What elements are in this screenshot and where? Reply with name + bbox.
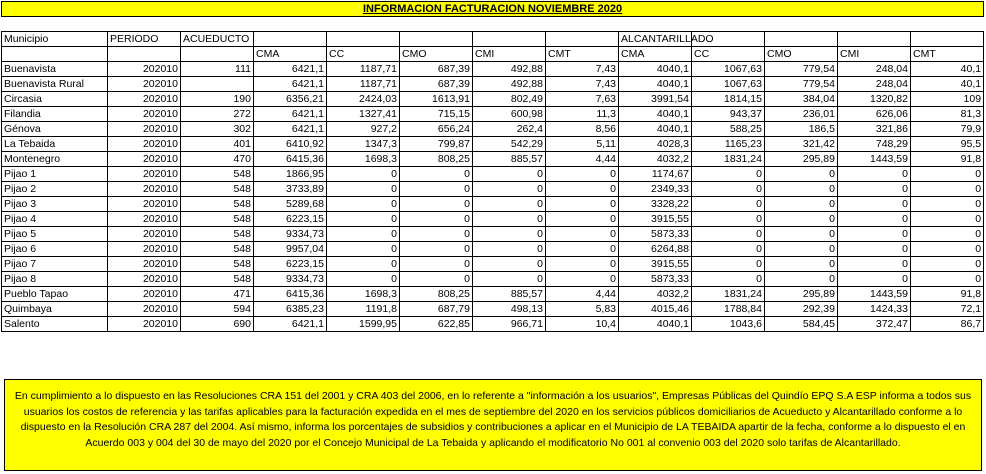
value-cell: 202010	[108, 302, 181, 317]
value-cell	[181, 77, 254, 92]
table-row	[2, 137, 984, 152]
value-cell: 1187,71	[327, 62, 400, 77]
value-cell: 1067,63	[692, 62, 765, 77]
value-cell: 6415,36	[254, 287, 327, 302]
value-cell: 687,39	[400, 77, 473, 92]
value-cell: 1187,71	[327, 77, 400, 92]
table-row	[2, 317, 984, 332]
value-cell: 548	[181, 167, 254, 182]
subheader-alcantarillado-cmi: CMI	[838, 47, 911, 62]
value-cell: 0	[765, 212, 838, 227]
value-cell: 548	[181, 212, 254, 227]
subheader-empty	[2, 47, 108, 62]
value-cell: 4,44	[546, 287, 619, 302]
value-cell: 0	[911, 212, 984, 227]
value-cell: 202010	[108, 197, 181, 212]
value-cell: 0	[765, 227, 838, 242]
subheader-alcantarillado-cma: CMA	[619, 47, 692, 62]
table-row	[2, 242, 984, 257]
value-cell: 6356,21	[254, 92, 327, 107]
value-cell: 0	[546, 242, 619, 257]
table-row	[2, 107, 984, 122]
municipio-cell: Pijao 5	[2, 227, 108, 242]
municipio-cell: Génova	[2, 122, 108, 137]
value-cell: 202010	[108, 272, 181, 287]
value-cell: 7,63	[546, 92, 619, 107]
value-cell: 111	[181, 62, 254, 77]
value-cell: 0	[911, 242, 984, 257]
value-cell: 0	[692, 182, 765, 197]
municipio-cell: Pijao 4	[2, 212, 108, 227]
value-cell: 0	[911, 257, 984, 272]
value-cell: 0	[327, 167, 400, 182]
table-row	[2, 272, 984, 287]
value-cell: 81,3	[911, 107, 984, 122]
value-cell: 0	[327, 272, 400, 287]
value-cell: 6421,1	[254, 317, 327, 332]
value-cell: 687,39	[400, 62, 473, 77]
value-cell: 779,54	[765, 62, 838, 77]
municipio-cell: Pueblo Tapao	[2, 287, 108, 302]
value-cell: 1067,63	[692, 77, 765, 92]
municipio-cell: Quimbaya	[2, 302, 108, 317]
value-cell: 0	[400, 212, 473, 227]
table-row	[2, 302, 984, 317]
value-cell: 262,4	[473, 122, 546, 137]
value-cell: 1814,15	[692, 92, 765, 107]
value-cell: 548	[181, 182, 254, 197]
value-cell: 86,7	[911, 317, 984, 332]
value-cell: 91,8	[911, 152, 984, 167]
value-cell: 492,88	[473, 77, 546, 92]
value-cell: 548	[181, 197, 254, 212]
value-cell: 8,56	[546, 122, 619, 137]
subheader-acueducto-cmt: CMT	[546, 47, 619, 62]
value-cell: 0	[911, 272, 984, 287]
value-cell: 0	[765, 197, 838, 212]
value-cell: 202010	[108, 257, 181, 272]
header-empty	[911, 32, 984, 47]
municipio-cell: Pijao 1	[2, 167, 108, 182]
table-row	[2, 62, 984, 77]
value-cell: 802,49	[473, 92, 546, 107]
value-cell: 5,83	[546, 302, 619, 317]
value-cell: 0	[473, 227, 546, 242]
value-cell: 1443,59	[838, 287, 911, 302]
subheader-acueducto-cmo: CMO	[400, 47, 473, 62]
value-cell: 292,39	[765, 302, 838, 317]
value-cell: 3328,22	[619, 197, 692, 212]
value-cell: 0	[838, 182, 911, 197]
value-cell: 799,87	[400, 137, 473, 152]
value-cell: 588,25	[692, 122, 765, 137]
municipio-cell: Montenegro	[2, 152, 108, 167]
value-cell: 0	[400, 197, 473, 212]
value-cell: 0	[692, 257, 765, 272]
value-cell: 492,88	[473, 62, 546, 77]
value-cell: 1165,23	[692, 137, 765, 152]
value-cell: 202010	[108, 122, 181, 137]
value-cell: 1866,95	[254, 167, 327, 182]
value-cell: 272	[181, 107, 254, 122]
value-cell: 4040,1	[619, 62, 692, 77]
value-cell: 4032,2	[619, 287, 692, 302]
table-row	[2, 197, 984, 212]
value-cell: 1698,3	[327, 287, 400, 302]
header-empty	[473, 32, 546, 47]
value-cell: 295,89	[765, 152, 838, 167]
value-cell: 0	[400, 227, 473, 242]
table-row	[2, 122, 984, 137]
value-cell: 927,2	[327, 122, 400, 137]
value-cell: 471	[181, 287, 254, 302]
value-cell: 0	[327, 257, 400, 272]
value-cell: 72,1	[911, 302, 984, 317]
value-cell: 6385,23	[254, 302, 327, 317]
header-empty	[327, 32, 400, 47]
subheader-acueducto-cma: CMA	[254, 47, 327, 62]
value-cell: 0	[765, 257, 838, 272]
value-cell: 1327,41	[327, 107, 400, 122]
value-cell: 3915,55	[619, 212, 692, 227]
header-empty	[765, 32, 838, 47]
value-cell: 748,29	[838, 137, 911, 152]
municipio-cell: La Tebaida	[2, 137, 108, 152]
municipio-cell: Pijao 6	[2, 242, 108, 257]
value-cell: 5289,68	[254, 197, 327, 212]
municipio-cell: Pijao 8	[2, 272, 108, 287]
value-cell: 0	[692, 272, 765, 287]
subheader-acueducto-cmi: CMI	[473, 47, 546, 62]
value-cell: 4040,1	[619, 77, 692, 92]
subheader-empty	[181, 47, 254, 62]
value-cell: 2349,33	[619, 182, 692, 197]
value-cell: 202010	[108, 317, 181, 332]
table-row	[2, 77, 984, 92]
value-cell: 4015,46	[619, 302, 692, 317]
municipio-cell: Pijao 3	[2, 197, 108, 212]
value-cell: 626,06	[838, 107, 911, 122]
value-cell: 0	[838, 272, 911, 287]
value-cell: 0	[473, 272, 546, 287]
value-cell: 0	[838, 212, 911, 227]
value-cell: 11,3	[546, 107, 619, 122]
value-cell: 4040,1	[619, 317, 692, 332]
value-cell: 3733,89	[254, 182, 327, 197]
header-empty	[400, 32, 473, 47]
value-cell: 1788,84	[692, 302, 765, 317]
value-cell: 0	[400, 167, 473, 182]
value-cell: 0	[473, 197, 546, 212]
value-cell: 5873,33	[619, 227, 692, 242]
value-cell: 0	[911, 227, 984, 242]
value-cell: 0	[327, 242, 400, 257]
value-cell: 3915,55	[619, 257, 692, 272]
value-cell: 0	[473, 257, 546, 272]
value-cell: 202010	[108, 92, 181, 107]
subheader-empty	[108, 47, 181, 62]
municipio-cell: Salento	[2, 317, 108, 332]
value-cell: 236,01	[765, 107, 838, 122]
value-cell: 6415,36	[254, 152, 327, 167]
table-title: INFORMACION FACTURACION NOVIEMBRE 2020	[2, 2, 984, 17]
value-cell: 6223,15	[254, 257, 327, 272]
value-cell: 3991,54	[619, 92, 692, 107]
value-cell: 0	[546, 167, 619, 182]
value-cell: 9334,73	[254, 272, 327, 287]
value-cell: 202010	[108, 167, 181, 182]
value-cell: 0	[473, 212, 546, 227]
value-cell: 0	[327, 197, 400, 212]
value-cell: 542,29	[473, 137, 546, 152]
header-periodo: PERIODO	[108, 32, 181, 47]
value-cell: 1599,95	[327, 317, 400, 332]
value-cell: 1320,82	[838, 92, 911, 107]
municipio-cell: Buenavista	[2, 62, 108, 77]
value-cell: 40,1	[911, 77, 984, 92]
value-cell: 372,47	[838, 317, 911, 332]
value-cell: 1191,8	[327, 302, 400, 317]
value-cell: 40,1	[911, 62, 984, 77]
value-cell: 548	[181, 242, 254, 257]
value-cell: 808,25	[400, 287, 473, 302]
value-cell: 548	[181, 257, 254, 272]
municipio-cell: Pijao 7	[2, 257, 108, 272]
value-cell: 885,57	[473, 152, 546, 167]
value-cell: 202010	[108, 107, 181, 122]
value-cell: 548	[181, 272, 254, 287]
value-cell: 1424,33	[838, 302, 911, 317]
value-cell: 885,57	[473, 287, 546, 302]
value-cell: 295,89	[765, 287, 838, 302]
subheader-acueducto-cc: CC	[327, 47, 400, 62]
value-cell: 79,9	[911, 122, 984, 137]
value-cell: 622,85	[400, 317, 473, 332]
value-cell: 5,11	[546, 137, 619, 152]
value-cell: 9957,04	[254, 242, 327, 257]
value-cell: 190	[181, 92, 254, 107]
value-cell: 10,4	[546, 317, 619, 332]
value-cell: 4040,1	[619, 107, 692, 122]
value-cell: 0	[765, 242, 838, 257]
value-cell: 0	[546, 272, 619, 287]
table-row	[2, 227, 984, 242]
table-row	[2, 212, 984, 227]
value-cell: 6410,92	[254, 137, 327, 152]
value-cell: 0	[546, 197, 619, 212]
value-cell: 808,25	[400, 152, 473, 167]
value-cell: 0	[400, 272, 473, 287]
value-cell: 1831,24	[692, 287, 765, 302]
value-cell: 0	[327, 227, 400, 242]
value-cell: 7,43	[546, 77, 619, 92]
value-cell: 6421,1	[254, 62, 327, 77]
value-cell: 0	[838, 242, 911, 257]
value-cell: 321,42	[765, 137, 838, 152]
spreadsheet	[1, 1, 984, 449]
table-row	[2, 287, 984, 302]
value-cell: 548	[181, 227, 254, 242]
municipio-cell: Filandia	[2, 107, 108, 122]
table-row	[2, 182, 984, 197]
value-cell: 384,04	[765, 92, 838, 107]
value-cell: 470	[181, 152, 254, 167]
value-cell: 6421,1	[254, 107, 327, 122]
value-cell: 594	[181, 302, 254, 317]
value-cell: 202010	[108, 62, 181, 77]
value-cell: 4,44	[546, 152, 619, 167]
value-cell: 109	[911, 92, 984, 107]
value-cell: 690	[181, 317, 254, 332]
value-cell: 6264,88	[619, 242, 692, 257]
value-cell: 0	[327, 182, 400, 197]
value-cell: 4032,2	[619, 152, 692, 167]
value-cell: 0	[838, 197, 911, 212]
value-cell: 5873,33	[619, 272, 692, 287]
value-cell: 202010	[108, 242, 181, 257]
value-cell: 687,79	[400, 302, 473, 317]
value-cell: 1443,59	[838, 152, 911, 167]
value-cell: 0	[546, 182, 619, 197]
subheader-alcantarillado-cmo: CMO	[765, 47, 838, 62]
value-cell: 248,04	[838, 77, 911, 92]
value-cell: 202010	[108, 152, 181, 167]
value-cell: 0	[400, 257, 473, 272]
value-cell: 0	[692, 212, 765, 227]
value-cell: 0	[692, 242, 765, 257]
value-cell: 656,24	[400, 122, 473, 137]
value-cell: 0	[400, 182, 473, 197]
value-cell: 91,8	[911, 287, 984, 302]
value-cell: 0	[838, 167, 911, 182]
value-cell: 401	[181, 137, 254, 152]
value-cell: 1043,6	[692, 317, 765, 332]
header-municipio: Municipio	[2, 32, 108, 47]
value-cell: 0	[692, 197, 765, 212]
municipio-cell: Circasia	[2, 92, 108, 107]
value-cell: 0	[400, 242, 473, 257]
value-cell: 779,54	[765, 77, 838, 92]
value-cell: 202010	[108, 287, 181, 302]
value-cell: 4040,1	[619, 122, 692, 137]
value-cell: 202010	[108, 77, 181, 92]
header-alcantarillado: ALCANTARILLADO	[619, 32, 692, 47]
value-cell: 186,5	[765, 122, 838, 137]
value-cell: 0	[546, 212, 619, 227]
value-cell: 302	[181, 122, 254, 137]
value-cell: 0	[546, 257, 619, 272]
value-cell: 321,86	[838, 122, 911, 137]
value-cell: 1698,3	[327, 152, 400, 167]
value-cell: 0	[838, 257, 911, 272]
value-cell: 0	[327, 212, 400, 227]
value-cell: 0	[838, 227, 911, 242]
table-row	[2, 257, 984, 272]
value-cell: 1613,91	[400, 92, 473, 107]
value-cell: 0	[911, 182, 984, 197]
value-cell: 584,45	[765, 317, 838, 332]
value-cell: 95,5	[911, 137, 984, 152]
value-cell: 0	[692, 167, 765, 182]
value-cell: 202010	[108, 137, 181, 152]
value-cell: 498,13	[473, 302, 546, 317]
value-cell: 4028,3	[619, 137, 692, 152]
spacer-row	[2, 17, 984, 32]
value-cell: 1831,24	[692, 152, 765, 167]
value-cell: 0	[692, 227, 765, 242]
value-cell: 0	[765, 182, 838, 197]
value-cell: 9334,73	[254, 227, 327, 242]
table-row	[2, 167, 984, 182]
value-cell: 0	[473, 182, 546, 197]
value-cell: 0	[473, 167, 546, 182]
billing-table	[1, 1, 984, 332]
value-cell: 7,43	[546, 62, 619, 77]
header-empty	[546, 32, 619, 47]
value-cell: 248,04	[838, 62, 911, 77]
header-empty	[254, 32, 327, 47]
value-cell: 2424,03	[327, 92, 400, 107]
value-cell: 1347,3	[327, 137, 400, 152]
header-acueducto: ACUEDUCTO	[181, 32, 254, 47]
value-cell: 966,71	[473, 317, 546, 332]
value-cell: 0	[911, 197, 984, 212]
value-cell: 1174,67	[619, 167, 692, 182]
subheader-alcantarillado-cmt: CMT	[911, 47, 984, 62]
value-cell: 0	[546, 227, 619, 242]
value-cell: 6421,1	[254, 122, 327, 137]
value-cell: 6223,15	[254, 212, 327, 227]
value-cell: 600,98	[473, 107, 546, 122]
subheader-alcantarillado-cc: CC	[692, 47, 765, 62]
value-cell: 0	[765, 272, 838, 287]
value-cell: 202010	[108, 227, 181, 242]
legal-note: En cumplimiento a lo dispuesto en las Resoluciones CRA 151 del 2001 y CRA 403 del 2006, en lo referente a "información a los usuarios", Empresas Públicas del Quindío EPQ S.A ESP informa a todos sus usuarios los costos de referencia y las tarifas aplicables para la facturación expedida en el mes de septiembre del 2020 en los servicios públicos domiciliarios de Acueducto y Alcantarillado conforme a lo dispuesto en la Resolución CRA 287 del 2004. Así mismo, informa los porcentajes de subsidios y contribuciones a aplicar en el Municipio de LA TEBAIDA apartir de la fecha, conforme a lo dispuesto el en Acuerdo 003 y 004 del 30 de mayo del 2020 por el Concejo Municipal de La Tebaida y aplicando el modificatorio No 001 al convenio 003 del 2020 solo tarifas de Alcantarillado.	[4, 379, 982, 471]
municipio-cell: Pijao 2	[2, 182, 108, 197]
value-cell: 6421,1	[254, 77, 327, 92]
value-cell: 202010	[108, 212, 181, 227]
value-cell: 0	[473, 242, 546, 257]
value-cell: 0	[765, 167, 838, 182]
value-cell: 202010	[108, 182, 181, 197]
value-cell: 715,15	[400, 107, 473, 122]
value-cell: 0	[911, 167, 984, 182]
table-row	[2, 152, 984, 167]
table-row	[2, 92, 984, 107]
header-empty	[838, 32, 911, 47]
value-cell: 943,37	[692, 107, 765, 122]
municipio-cell: Buenavista Rural	[2, 77, 108, 92]
